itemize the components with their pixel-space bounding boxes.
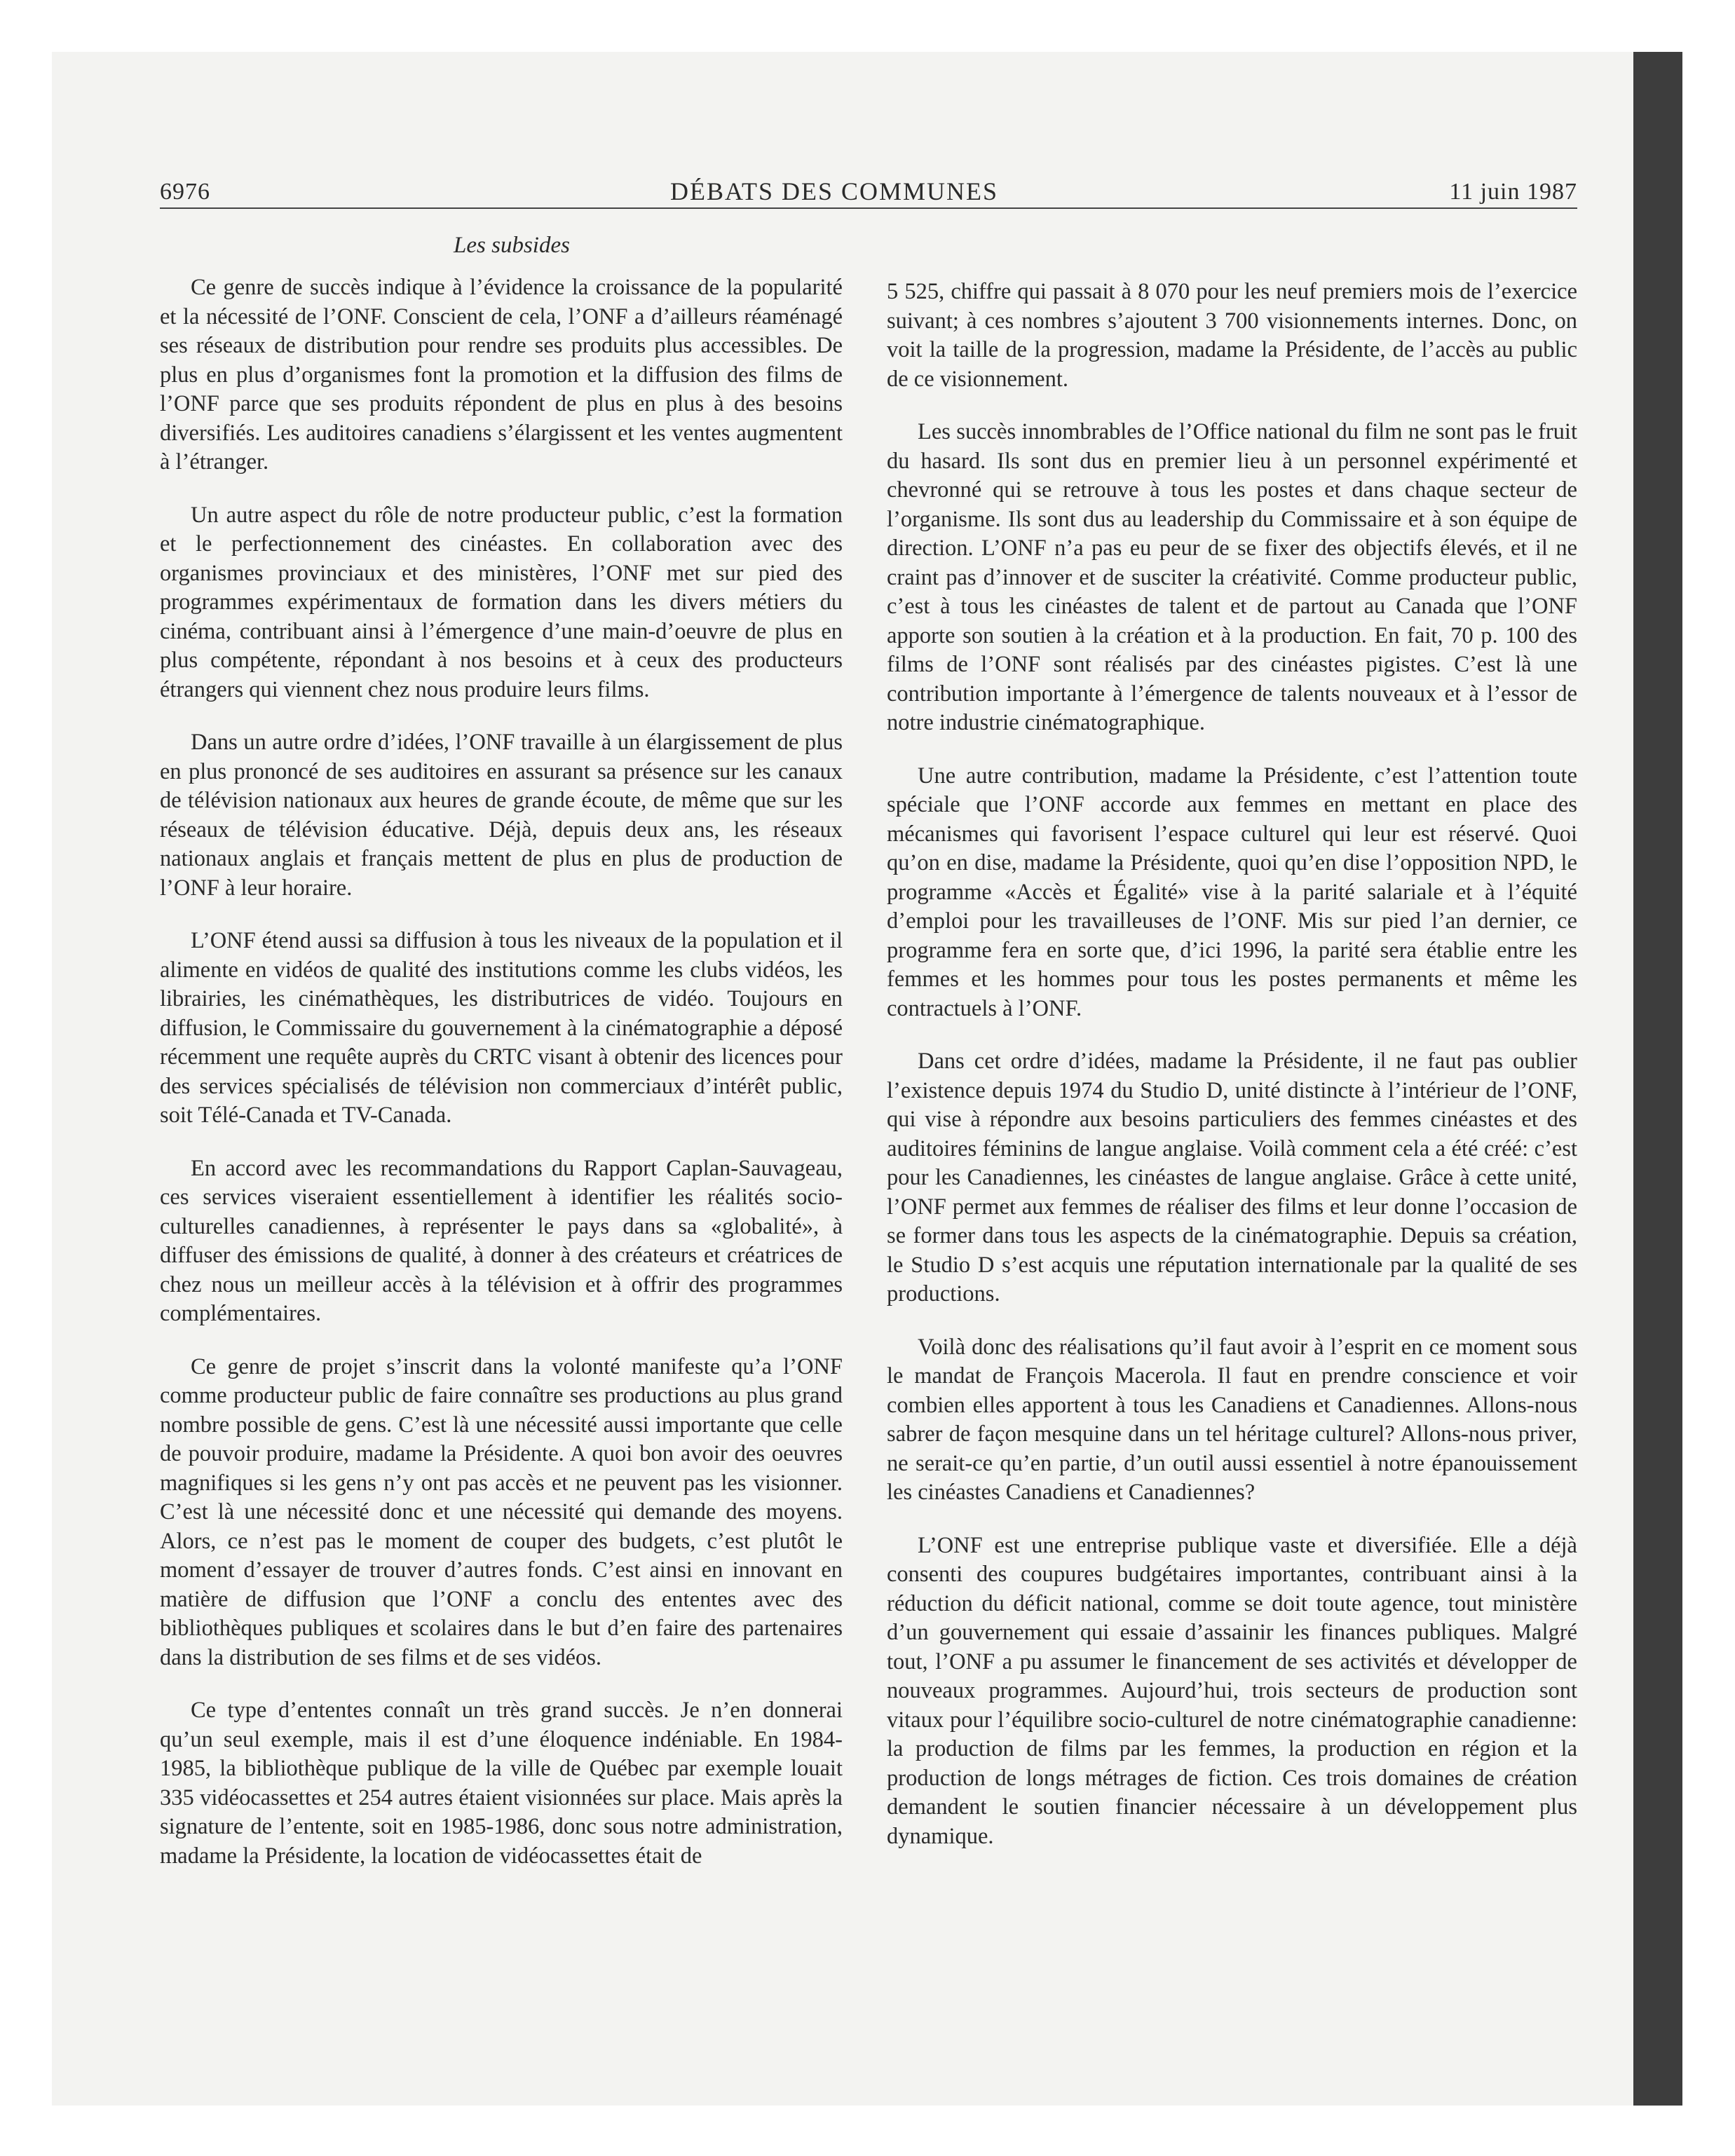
- journal-title: DÉBATS DES COMMUNES: [669, 177, 999, 205]
- header-rule: [160, 207, 1577, 209]
- scan-edge-shadow: [1633, 52, 1682, 2106]
- paragraph: L’ONF est une entreprise publique vaste et diversifiée. Elle a déjà consenti des coupures budgétaires importantes, contribuant ainsi à la réduction du déficit national, comme se doit toute agence, tout ministère d’un gouvernement qui essaie d’assainir les finances publiques. Malgré tout, l’ONF a pu assumer le financement de ses activités et développer de nouveaux programmes. Aujourd’hui, trois secteurs de production sont vitaux pour l’équilibre socio-culturel de notre cinématographie canadienne: la production de films par les femmes, la production en région et la production de longs métrages de fiction. Ces trois domaines de création demandent le soutien financier nécessaire à un développement plus dynamique.: [887, 1532, 1577, 1849]
- paragraph-continued: 5 525, chiffre qui passait à 8 070 pour les neuf premiers mois de l’exercice suivant; à ces nombres s’ajoutent 3 700 visionnements internes. Donc, on voit la taille de la progression, madame la Présidente, de l’accès au public de ce visionnement.: [887, 279, 1577, 392]
- paragraph: Ce genre de succès indique à l’évidence la croissance de la popularité et la nécessité de l’ONF. Conscient de cela, l’ONF a d’ailleurs réaménagé ses réseaux de distribution pour rendre ses produits plus accessibles. De plus en plus d’organismes font la promotion et la diffusion des films de l’ONF parce que ses produits répondent de plus en plus à des besoins diversifiés. Les auditoires canadiens s’élargissent et les ventes augmentent à l’étranger.: [160, 275, 843, 475]
- paragraph: En accord avec les recommandations du Rapport Caplan-Sauvageau, ces services viseraient essentiellement à identifier les réalités socio-culturelles canadiennes, à représenter le pays dans sa «globalité», à diffuser des émissions de qualité, à donner à des créateurs et créatrices de chez nous un meilleur accès à la télévision et à offrir des programmes complémentaires.: [160, 1155, 843, 1326]
- page-number: 6976: [160, 179, 210, 205]
- issue-date: 11 juin 1987: [1449, 179, 1577, 205]
- left-column: [160, 273, 843, 1895]
- paragraph: Ce type d’ententes connaît un très grand succès. Je n’en donnerai qu’un seul exemple, mais il est d’une éloquence indéniable. En 1984-1985, la bibliothèque publique de la ville de Québec par exemple louait 335 vidéocassettes et 254 autres étaient visionnées sur place. Mais après la signature de l’entente, soit en 1985-1986, donc sous notre administration, madame la Présidente, la location de vidéocassettes était de: [160, 1698, 843, 1869]
- paragraph: Voilà donc des réalisations qu’il faut avoir à l’esprit en ce moment sous le mandat de François Macerola. Il faut en prendre conscience et voir combien elles apportent à tous les Canadiens et Canadiennes. Allons-nous sabrer de façon mesquine dans un tel héritage culturel? Allons-nous priver, ne serait-ce qu’en partie, d’un outil aussi essentiel à notre épanouissement les cinéastes Canadiens et Canadiennes?: [887, 1334, 1577, 1505]
- paragraph: Les succès innombrables de l’Office national du film ne sont pas le fruit du hasard. Ils sont dus en premier lieu à un personnel expérimenté et chevronné qui se retrouve à tous les postes et dans chaque secteur de l’organisme. Ils sont dus au leadership du Commissaire et à son équipe de direction. L’ONF n’a pas eu peur de se fixer des objectifs élevés, et il ne craint pas d’innover et de susciter la créativité. Comme producteur public, c’est à tous les cinéastes de talent et de partout au Canada que l’ONF apporte son soutien à la création et à la production. En fait, 70 p. 100 des films de l’ONF sont réalisés par des cinéastes pigistes. C’est là une contribution importante à l’émergence de talents nouveaux et à l’essor de notre industrie cinématographique.: [887, 419, 1577, 735]
- paragraph: L’ONF étend aussi sa diffusion à tous les niveaux de la population et il alimente en vidéos de qualité des institutions comme les clubs vidéos, les librairies, les cinémathèques, les distributrices de vidéo. Toujours en diffusion, le Commissaire du gouvernement à la cinématographie a déposé récemment une requête auprès du CRTC visant à obtenir des licences pour des services spécialisés de télévision non commerciaux d’intérêt public, soit Télé-Canada et TV-Canada.: [160, 928, 843, 1128]
- paragraph: Un autre aspect du rôle de notre producteur public, c’est la formation et le perfectionnement des cinéastes. En collaboration avec des organismes provinciaux et des ministères, l’ONF met sur pied des programmes expérimentaux de formation dans les divers métiers du cinéma, contribuant ainsi à l’émergence d’une main-d’oeuvre de plus en plus compétente, répondant à nos besoins et à ceux des producteurs étrangers qui viennent chez nous produire leurs films.: [160, 502, 843, 702]
- right-column: [887, 278, 1577, 1875]
- paragraph: Dans un autre ordre d’idées, l’ONF travaille à un élargissement de plus en plus prononcé de ses auditoires en assurant sa présence sur les canaux de télévision nationaux aux heures de grande écoute, de même que sur les réseaux de télévision éducative. Déjà, depuis deux ans, les réseaux nationaux anglais et français mettent de plus en plus de production de l’ONF à leur horaire.: [160, 730, 843, 901]
- section-title: Les subsides: [454, 233, 570, 258]
- paragraph: Ce genre de projet s’inscrit dans la volonté manifeste qu’a l’ONF comme producteur public de faire connaître ses productions au plus grand nombre possible de gens. C’est là une nécessité aussi importante que celle de pouvoir produire, madame la Présidente. A quoi bon avoir des oeuvres magnifiques si les gens n’y ont pas accès et ne peuvent pas les visionner. C’est là une nécessité donc et une nécessité qui demande des moyens. Alors, ce n’est pas le moment de couper des budgets, c’est plutôt le moment d’essayer de trouver d’autres fonds. C’est ainsi en innovant en matière de diffusion que l’ONF a conclu des ententes avec des bibliothèques publiques et scolaires dans le but d’en faire des partenaires dans la distribution de ses films et de ses vidéos.: [160, 1353, 843, 1670]
- paragraph: Une autre contribution, madame la Présidente, c’est l’attention toute spéciale que l’ONF accorde aux femmes en mettant en place des mécanismes qui favorisent l’espace culturel qui leur est réservé. Quoi qu’on en dise, madame la Présidente, quoi qu’en dise l’opposition NPD, le programme «Accès et Égalité» vise à la parité salariale et à l’équité d’emploi pour les travailleuses de l’ONF. Mis sur pied l’an dernier, ce programme fera en sorte que, d’ici 1996, la parité sera établie entre les femmes et les hommes pour tous les postes permanents et même les contractuels à l’ONF.: [887, 763, 1577, 1021]
- paragraph: Dans cet ordre d’idées, madame la Présidente, il ne faut pas oublier l’existence depuis 1974 du Studio D, unité distincte à l’intérieur de l’ONF, qui vise à répondre aux besoins particuliers des femmes cinéastes et des auditoires féminins de langue anglaise. Voilà comment cela a été créé: c’est pour les Canadiennes, les cinéastes de langue anglaise. Grâce à cette unité, l’ONF permet aux femmes de réaliser des films et leur donne l’occasion de se former dans tous les aspects de la cinématographie. Depuis sa création, le Studio D s’est acquis une réputation internationale par la qualité de ses productions.: [887, 1049, 1577, 1306]
